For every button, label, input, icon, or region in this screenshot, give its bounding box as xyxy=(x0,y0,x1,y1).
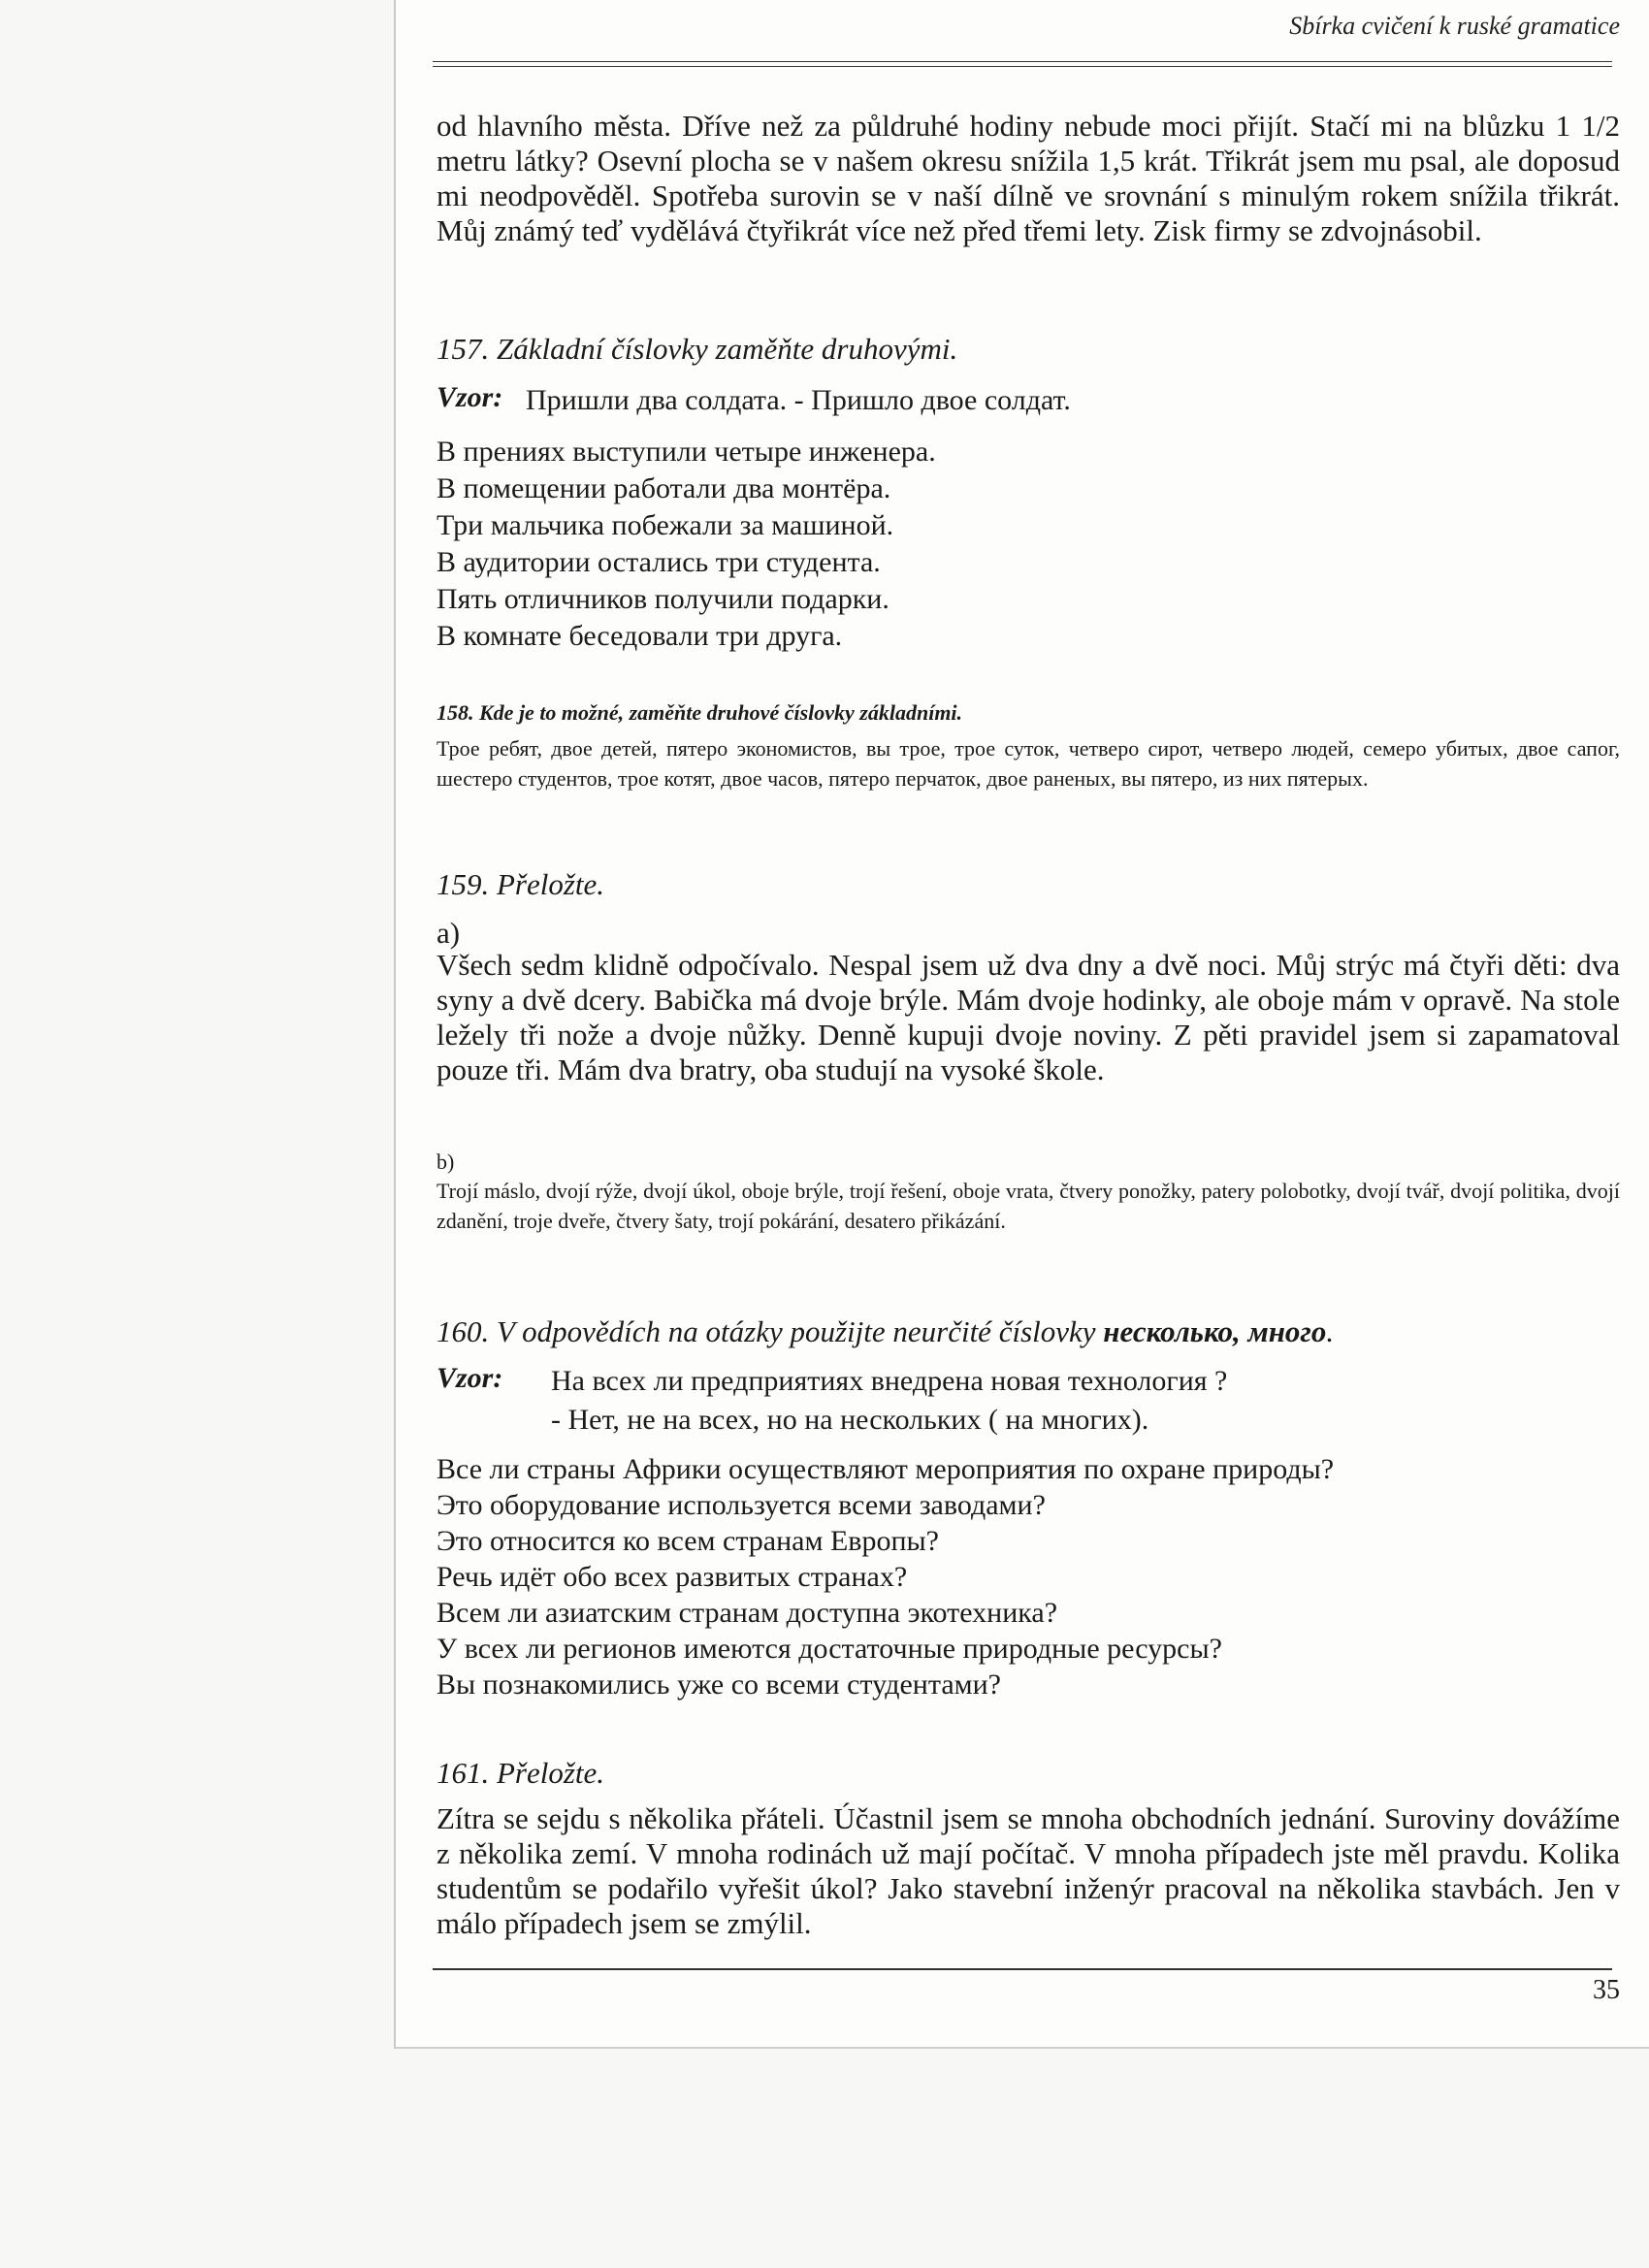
exercise-160-list xyxy=(436,1451,1620,1702)
exercise-157-example xyxy=(436,381,1620,420)
list-item: Речь идёт обо всех развитых странах? xyxy=(436,1561,908,1593)
exercise-159-a-text: Všech sedm klidně odpočívalo. Nespal jsem už dva dny a dvě noci. Můj strýc má čtyři děti: dva syny a dvě dcery. Babička má dvoje brýle. Mám dvoje hodinky, ale oboje mám v opravě. Na stole ležely tři nože a dvoje nůžky. Denně kupuji dvoje noviny. Z pěti pravidel jsem si zapamatoval pouze tři. Mám dva bratry, oba studují na vysoké škole. xyxy=(436,948,1620,1086)
page-number: 35 xyxy=(1593,1975,1620,2005)
heading-text: 160. V odpovědích na otázky použijte neurčité číslovky xyxy=(436,1314,1096,1348)
vzor-text: Пришли два солдата. - Пришло двое солдат. xyxy=(526,384,1071,416)
list-item: В аудитории остались три студента. xyxy=(436,546,881,578)
list-item: В прениях выступили четыре инженера. xyxy=(436,436,936,468)
exercise-160-example xyxy=(436,1362,1620,1440)
header-rule xyxy=(433,61,1612,67)
exercise-157-list xyxy=(436,434,1620,655)
list-item: Все ли страны Африки осуществляют мероприятия по охране природы? xyxy=(436,1453,1335,1485)
exercise-161-heading: 161. Přeložte. xyxy=(436,1756,605,1790)
exercise-157-heading: 157. Základní číslovky zaměňte druhovými. xyxy=(436,332,958,366)
vzor-answer: - Нет, не на всех, но на нескольких ( на многих). xyxy=(551,1404,1149,1436)
list-item: Пять отличников получили подарки. xyxy=(436,583,889,615)
exercise-159-a-label: a) xyxy=(436,916,461,950)
exercise-161-text: Zítra se sejdu s několika přáteli. Účastnil jsem se mnoha obchodních jednání. Suroviny dovážíme z několika zemí. V mnoha rodinách už mají počítač. V mnoha případech jste měl pravdu. Kolika studentům se podařilo vyřešit úkol? Jako stavební inženýr pracoval na několika stavbách. Jen v málo případech jsem se zmýlil. xyxy=(436,1801,1620,1940)
vzor-label: Vzor: xyxy=(436,381,503,413)
list-item: В комнате беседовали три друга. xyxy=(436,620,843,652)
exercise-159-b-label: b) xyxy=(436,1150,455,1174)
list-item: У всех ли регионов имеются достаточные природные ресурсы? xyxy=(436,1633,1222,1665)
list-item: Это оборудование используется всеми заводами? xyxy=(436,1489,1046,1521)
running-head: Sbírka cvičení k ruské gramatice xyxy=(1289,12,1620,40)
exercise-159-b-text: Trojí máslo, dvojí rýže, dvojí úkol, oboje brýle, trojí řešení, oboje vrata, čtvery ponožky, patery polobotky, dvojí tvář, dvojí politika, dvojí zdanění, troje dveře, čtvery šaty, trojí pokárání, desatero přikázání. xyxy=(436,1179,1620,1233)
heading-highlight: несколько, много xyxy=(1103,1314,1327,1348)
list-item: В помещении работали два монтёра. xyxy=(436,472,891,504)
list-item: Это относится ко всем странам Европы? xyxy=(436,1525,939,1557)
exercise-158-text: Трое ребят, двое детей, пятеро экономистов, вы трое, трое суток, четверо сирот, четверо людей, семеро убитых, двое сапог, шестеро студентов, трое котят, двое часов, пятеро перчаток, двое раненых, вы пятеро, из них пятерых. xyxy=(436,736,1620,791)
exercise-158-heading: 158. Kde je to možné, zaměňte druhové číslovky základními. xyxy=(436,700,963,725)
list-item: Вы познакомились уже со всеми студентами? xyxy=(436,1669,1001,1701)
list-item: Три мальчика побежали за машиной. xyxy=(436,509,894,541)
vzor-label: Vzor: xyxy=(436,1362,503,1394)
vzor-question: На всех ли предприятиях внедрена новая технология ? xyxy=(551,1365,1228,1397)
footer-rule xyxy=(433,1968,1612,1970)
intro-paragraph: od hlavního města. Dříve než za půldruhé hodiny nebude moci přijít. Stačí mi na blůzku 1 1/2 metru látky? Osevní plocha se v našem okresu snížila 1,5 krát. Třikrát jsem mu psal, ale doposud mi neodpověděl. Spotřeba surovin se v naší dílně ve srovnání s minulým rokem snížila třikrát. Můj známý teď vydělává čtyřikrát více než před třemi lety. Zisk firmy se zdvojnásobil. xyxy=(436,109,1620,247)
exercise-159-heading: 159. Přeložte. xyxy=(436,867,605,901)
exercise-160-heading xyxy=(436,1314,1620,1349)
list-item: Всем ли азиатским странам доступна экотехника? xyxy=(436,1597,1058,1629)
heading-end: . xyxy=(1326,1314,1335,1348)
